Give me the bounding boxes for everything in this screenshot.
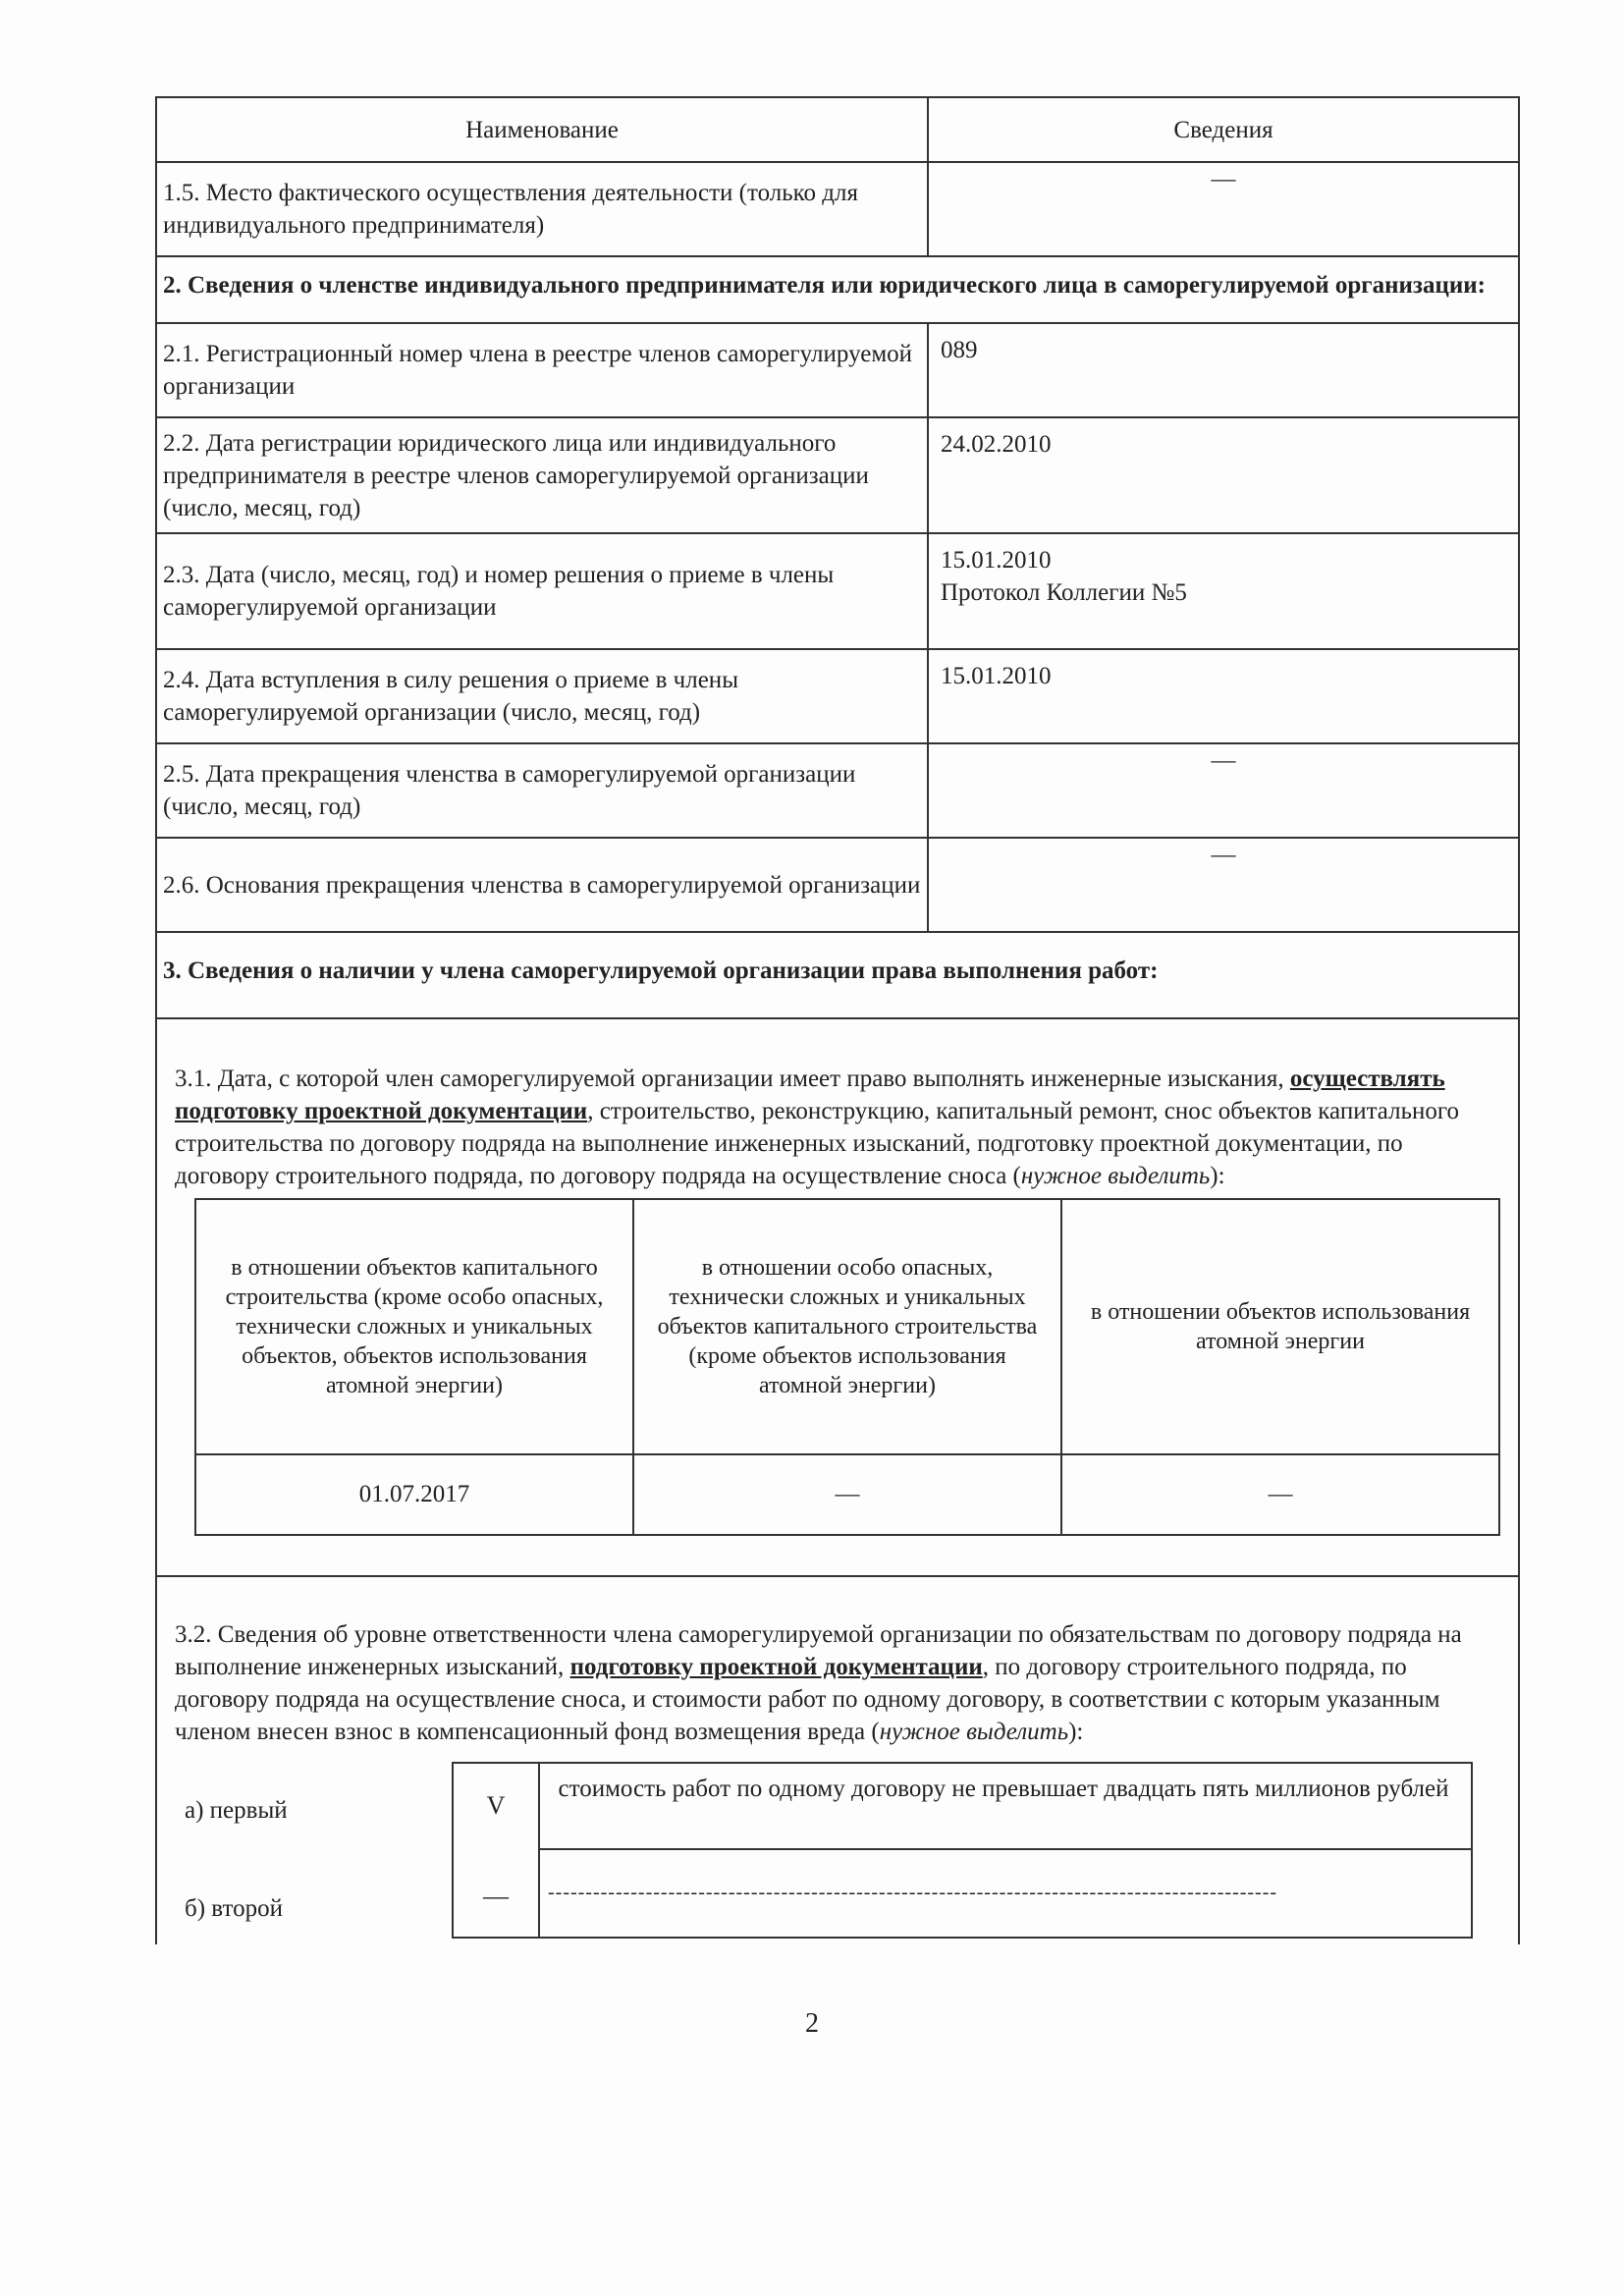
- row-label: 2.6. Основания прекращения членства в саморегулируемой организации: [157, 839, 929, 931]
- section-3-title: 3. Сведения о наличии у члена саморегулируемой организации права выполнения работ:: [157, 933, 1518, 1019]
- decision-date: 15.01.2010: [941, 547, 1052, 574]
- row-value: —: [1211, 747, 1236, 774]
- level-1-mark: V: [486, 1791, 506, 1820]
- row-value: 24.02.2010: [941, 431, 1052, 458]
- highlighted-text: подготовку проектной документации: [569, 1654, 983, 1680]
- level-2-text: -------------------------------------------------------------------------------------------------: [548, 1882, 1278, 1903]
- row-value: —: [1211, 166, 1236, 192]
- rights-value-3: —: [1268, 1481, 1293, 1507]
- table-header: [157, 98, 1518, 163]
- table-row: [157, 744, 1518, 839]
- row-label: 1.5. Место фактического осуществления деятельности (только для индивидуального предпринимателя): [157, 163, 929, 255]
- table-row: [157, 839, 1518, 933]
- levels-box: [452, 1762, 1473, 1939]
- rights-col-2: в отношении особо опасных, технически сложных и уникальных объектов капитального строительства (кроме объектов использования атомной энергии): [634, 1200, 1062, 1453]
- rights-col-3: в отношении объектов использования атомной энергии: [1090, 1299, 1471, 1354]
- row-label: 2.1. Регистрационный номер члена в реестре членов саморегулируемой организации: [157, 324, 929, 416]
- section-3-1: [157, 1019, 1518, 1577]
- section-3-2: [157, 1577, 1518, 1944]
- row-value: [929, 534, 1518, 648]
- highlighted-text: осуществлять подготовку проектной документации: [175, 1066, 1445, 1124]
- row-value: 15.01.2010: [941, 663, 1052, 689]
- row-label: 2.5. Дата прекращения членства в саморегулируемой организации (число, месяц, год): [157, 744, 929, 837]
- rights-table-header: [196, 1200, 1498, 1455]
- level-1-text: стоимость работ по одному договору не превышает двадцать пять миллионов рублей: [558, 1776, 1449, 1802]
- level-2-label: б) второй: [185, 1895, 283, 1922]
- level-2-mark: —: [483, 1882, 509, 1910]
- rights-table: [194, 1198, 1500, 1536]
- row-label: 2.2. Дата регистрации юридического лица или индивидуального предпринимателя в реестре членов саморегулируемой организации (число, месяц, год): [157, 418, 929, 532]
- decision-number: Протокол Коллегии №5: [941, 579, 1187, 606]
- rights-value-1: 01.07.2017: [196, 1455, 634, 1534]
- rights-col-1: в отношении объектов капитального строительства (кроме особо опасных, технически сложных и уникальных объектов, объектов использования атомной энергии): [196, 1200, 634, 1453]
- row-label: 2.3. Дата (число, месяц, год) и номер решения о приеме в члены саморегулируемой организации: [157, 534, 929, 648]
- table-row: [157, 418, 1518, 534]
- table-row: [157, 163, 1518, 257]
- table-row: [157, 324, 1518, 418]
- page-number: 2: [805, 2008, 819, 2039]
- row-value: —: [1211, 842, 1236, 868]
- section-2-title: 2. Сведения о членстве индивидуального предпринимателя или юридического лица в саморегулируемой организации:: [157, 257, 1518, 324]
- rights-value-2: —: [634, 1455, 1062, 1534]
- row-label: 2.4. Дата вступления в силу решения о приеме в члены саморегулируемой организации (число, месяц, год): [157, 650, 929, 742]
- row-value: 089: [941, 337, 978, 363]
- responsibility-levels: [157, 1748, 1518, 1944]
- paragraph-3-2: 3.2. Сведения об уровне ответственности члена саморегулируемой организации по обязательствам по договору подряда на выполнение инженерных изысканий, подготовку проектной документации, по договору строительного подряда, по договору подряда на осуществление сноса, и стоимости работ по одному договору, в соответствии с которым указанным членом внесен взнос в компенсационный фонд возмещения вреда (нужное выделить):: [175, 1621, 1462, 1745]
- header-name: Наименование: [157, 98, 929, 161]
- document-table: [155, 96, 1520, 1944]
- paragraph-3-1: 3.1. Дата, с которой член саморегулируемой организации имеет право выполнять инженерные изыскания, осуществлять подготовку проектной документации, строительство, реконструкцию, капитальный ремонт, снос объектов капитального строительства по договору подряда на выполнение инженерных изысканий, подготовку проектной документации, по договору строительного подряда, по договору подряда на осуществление сноса (нужное выделить):: [175, 1066, 1460, 1189]
- rights-table-values: [196, 1455, 1498, 1534]
- level-1-label: а) первый: [185, 1797, 288, 1824]
- table-row: [157, 650, 1518, 744]
- table-row: [157, 534, 1518, 650]
- header-info: Сведения: [1173, 116, 1273, 143]
